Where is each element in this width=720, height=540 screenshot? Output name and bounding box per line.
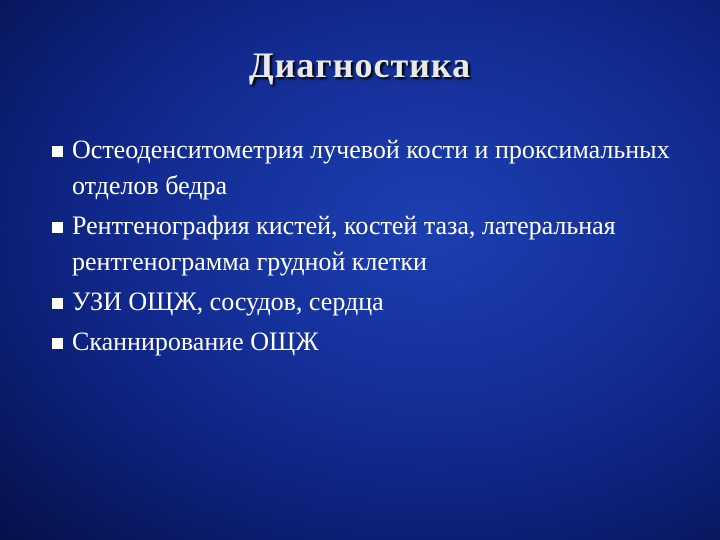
square-bullet-icon [52, 298, 63, 309]
bullet-text: УЗИ ОЩЖ, сосудов, сердца [72, 287, 384, 316]
bullet-item [48, 208, 698, 280]
bullet-item [48, 132, 698, 204]
bullet-item [48, 284, 698, 320]
square-bullet-icon [52, 338, 63, 349]
bullet-text: Сканнирование ОЩЖ [72, 327, 319, 356]
square-bullet-icon [52, 222, 63, 233]
bullet-item [48, 324, 698, 360]
bullet-text: Рентгенография кистей, костей таза, латеральная рентгенограмма грудной клетки [72, 211, 616, 276]
slide-title: Диагностика [248, 45, 472, 85]
square-bullet-icon [52, 146, 63, 157]
bullet-list [48, 132, 698, 364]
bullet-text: Остеоденситометрия лучевой кости и проксимальных отделов бедра [72, 135, 670, 200]
